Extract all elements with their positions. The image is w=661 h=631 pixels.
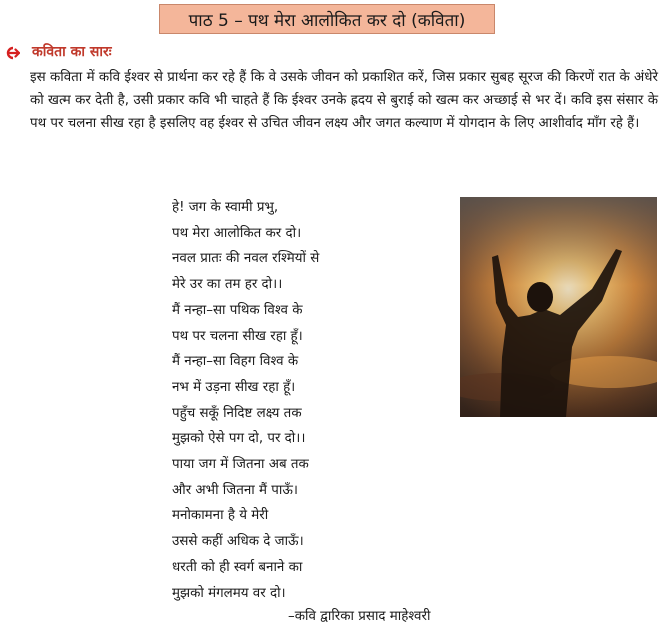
poem-line: पहुँच सकूँ निदिष्ट लक्ष्य तक xyxy=(172,405,302,421)
poem-line: पथ मेरा आलोकित कर दो। xyxy=(172,225,302,241)
summary-heading: कविता का सारः xyxy=(32,44,112,60)
lesson-title: पाठ 5 – पथ मेरा आलोकित कर दो (कविता) xyxy=(159,4,495,34)
poet-attribution: –कवि द्वारिका प्रसाद माहेश्वरी xyxy=(288,609,431,624)
poem-line: और अभी जितना मैं पाऊँ। xyxy=(172,482,298,498)
poem-line: पथ पर चलना सीख रहा हूँ। xyxy=(172,328,303,344)
poem-line: धरती को ही स्वर्ग बनाने का xyxy=(172,559,303,575)
poem-line: पाया जग में जितना अब तक xyxy=(172,457,309,473)
poem-line: मुझको मंगलमय वर दो। xyxy=(172,585,286,601)
poem-line: मनोकामना है ये मेरी xyxy=(172,508,269,524)
poem-line: मुझको ऐसे पग दो, पर दो।। xyxy=(172,431,306,447)
poem xyxy=(172,195,319,606)
poem-line: मैं नन्हा–सा पथिक विश्व के xyxy=(172,302,303,318)
poem-line: नवल प्रातः की नवल रश्मियों से xyxy=(172,251,320,267)
poem-line: मैं नन्हा–सा विहग विश्व के xyxy=(172,354,299,370)
poem-line: नभ में उड़ना सीख रहा हूँ। xyxy=(172,379,296,395)
poem-line: मेरे उर का तम हर दो।। xyxy=(172,277,283,293)
arrow-right-icon xyxy=(4,45,20,59)
section-heading-row xyxy=(4,42,112,61)
poem-line: हे! जग के स्वामी प्रभु, xyxy=(172,200,279,215)
sunset-prayer-photo xyxy=(460,197,657,417)
poem-line: उससे कहीं अधिक दे जाऊँ। xyxy=(172,534,304,550)
summary-paragraph: इस कविता में कवि ईश्वर से प्रार्थना कर रहे हैं कि वे उसके जीवन को प्रकाशित करें, जिस प्रकार सुबह सूरज की किरणें रात के अंधेरे को खत्म कर देती है, उसी प्रकार कवि भी चाहते हैं कि ईश्वर उनके ह्रदय से बुराई को खत्म कर अच्छाई से भर दें। कवि इस संसार के पथ पर चलना सीख रहा है इसलिए वह ईश्वर से उचित जीवन लक्ष्य और जगत कल्याण में योगदान के लिए आशीर्वाद माँग रहे हैं। xyxy=(30,70,658,131)
